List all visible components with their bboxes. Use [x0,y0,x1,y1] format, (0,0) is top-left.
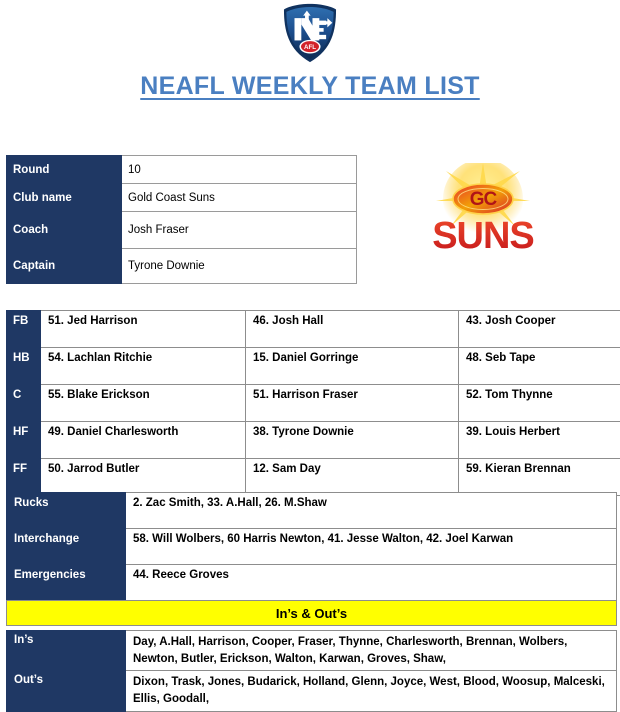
position-label-c: C [7,385,41,422]
position-label-fb: FB [7,311,41,348]
inout-value-ins: Day, A.Hall, Harrison, Cooper, Fraser, Thynne, Charlesworth, Brennan, Wolbers, Newton, Butler, Erickson, Walton, Karwan, Groves, Shaw, [126,631,617,671]
player-cell: 43. Josh Cooper [459,311,620,348]
position-label-hf: HF [7,422,41,459]
table-row [7,156,357,184]
info-value-captain: Tyrone Downie [122,249,357,284]
info-label-club-name: Club name [7,184,122,212]
position-label-hb: HB [7,348,41,385]
table-row [7,671,617,711]
bench-label-interchange: Interchange [7,529,126,565]
bench-value-interchange: 58. Will Wolbers, 60 Harris Newton, 41. Jesse Walton, 42. Joel Karwan [126,529,617,565]
match-info-table [6,155,357,284]
player-cell: 52. Tom Thynne [459,385,620,422]
player-cell: 51. Harrison Fraser [246,385,459,422]
suns-wordmark: SUNS [432,215,534,257]
bench-value-emergencies: 44. Reece Groves [126,565,617,601]
bench-table [6,492,617,601]
svg-text:GC: GC [470,189,498,210]
info-value-club-name: Gold Coast Suns [122,184,357,212]
bench-label-rucks: Rucks [7,493,126,529]
table-row [7,212,357,249]
player-cell: 46. Josh Hall [246,311,459,348]
bench-value-rucks: 2. Zac Smith, 33. A.Hall, 26. M.Shaw [126,493,617,529]
page-title: NEAFL WEEKLY TEAM LIST [0,72,620,101]
info-value-coach: Josh Fraser [122,212,357,249]
player-cell: 38. Tyrone Downie [246,422,459,459]
inout-label-ins: In’s [7,631,126,671]
player-cell: 49. Daniel Charlesworth [41,422,246,459]
table-row [7,311,620,348]
player-cell: 59. Kieran Brennan [459,459,620,496]
neafl-shield-logo [279,2,341,64]
player-cell: 55. Blake Erickson [41,385,246,422]
svg-text:AFL: AFL [304,44,316,51]
ins-and-outs-table [6,630,617,712]
position-label-ff: FF [7,459,41,496]
player-cell: 51. Jed Harrison [41,311,246,348]
table-row [7,529,617,565]
info-value-round: 10 [122,156,357,184]
table-row [7,184,357,212]
table-row [7,459,620,496]
table-row [7,249,357,284]
table-row [7,631,617,671]
player-cell: 39. Louis Herbert [459,422,620,459]
table-row [7,565,617,601]
player-cell: 54. Lachlan Ritchie [41,348,246,385]
info-label-captain: Captain [7,249,122,284]
bench-label-emergencies: Emergencies [7,565,126,601]
player-cell: 48. Seb Tape [459,348,620,385]
info-label-round: Round [7,156,122,184]
gold-coast-suns-logo [408,163,558,258]
info-label-coach: Coach [7,212,122,249]
inout-value-outs: Dixon, Trask, Jones, Budarick, Holland, Glenn, Joyce, West, Blood, Woosup, Malceski, Ellis, Goodall, [126,671,617,711]
player-cell: 50. Jarrod Butler [41,459,246,496]
player-cell: 15. Daniel Gorringe [246,348,459,385]
player-cell: 12. Sam Day [246,459,459,496]
table-row [7,493,617,529]
ins-and-outs-banner: In’s & Out’s [6,600,617,626]
table-row [7,385,620,422]
team-list-table [6,310,620,496]
neafl-logo-container [0,2,620,64]
table-row [7,348,620,385]
inout-label-outs: Out’s [7,671,126,711]
table-row [7,422,620,459]
